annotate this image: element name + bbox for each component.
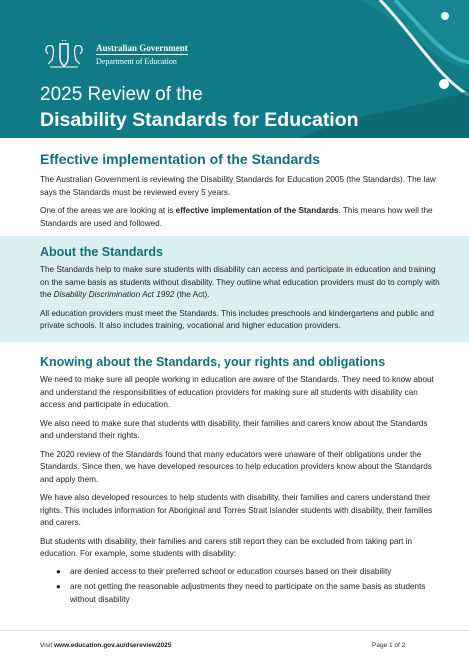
paragraph: The Australian Government is reviewing the Disability Standards for Education 2005 (the Standards). The law says the Standards must be reviewed every 5 years.: [40, 175, 436, 197]
government-name: Australian Government: [96, 42, 188, 53]
paragraph: All education providers must meet the Standards. This includes preschools and kindergartens and public and private schools. It also includes training, vocational and higher education providers.: [40, 308, 434, 330]
paragraph: We have also developed resources to help students with disability, their families and carers understand their rights. This includes information for Aboriginal and Torres Strait Islander students with disability, their families and carers.: [40, 493, 433, 527]
page-title-line1: 2025 Review of the: [40, 84, 203, 105]
paragraph: We need to make sure all people working in education are aware of the Standards. They need to know about and understand the responsibilities of education providers for making sure all students with disability can access and participate in education.: [40, 375, 434, 409]
header-banner: [0, 0, 469, 138]
footer-divider: [0, 630, 469, 631]
paragraph: One of the areas we are looking at is effective implementation of the Standards. This means how well the Standards are used and followed.: [40, 206, 433, 228]
bullet-list: [40, 566, 440, 607]
list-item: ● are denied access to their preferred school or education courses based on their disability: [70, 566, 440, 579]
bold-text: effective implementation of the Standards: [175, 206, 339, 215]
footer-visit: Visit www.education.gov.au/dsereview2025: [40, 642, 172, 649]
italic-text: Disability Discrimination Act 1992: [53, 290, 175, 299]
department-name: Department of Education: [96, 54, 188, 68]
page-number: Page 1 of 2: [372, 642, 406, 649]
page-title-line2: Disability Standards for Education: [40, 109, 359, 131]
footer-url-link[interactable]: www.education.gov.au/dsereview2025: [53, 642, 172, 649]
section-knowing-standards: [0, 342, 469, 630]
section-heading: Knowing about the Standards, your rights and obligations: [40, 355, 386, 369]
section-effective-implementation: [0, 138, 469, 236]
bullet-icon: ●: [56, 582, 61, 591]
section-heading: About the Standards: [40, 245, 163, 259]
paragraph: The 2020 review of the Standards found that many educators were unaware of their obligations under the Standards. Since then, we have developed resources to help education providers know about the Standards and apply them.: [40, 449, 432, 484]
paragraph: The Standards help to make sure students with disability can access and participate in education and training on the same basis as students without disability. They outline what education providers must do to comply with the Disability Discrimination Act 1992 (the Act).: [40, 265, 440, 299]
section-heading: Effective implementation of the Standards: [40, 151, 321, 167]
paragraph: But students with disability, their families and carers still report they can be excluded from taking part in education. For example, some students with disability:: [40, 536, 413, 558]
bullet-icon: ●: [56, 566, 61, 576]
government-logo: [40, 40, 188, 70]
coat-of-arms-icon: [40, 40, 88, 70]
paragraph: We also need to make sure that students with disability, their families and carers know about the Standards and understand their rights.: [40, 418, 428, 440]
section-about-standards: [0, 236, 469, 342]
list-item: ● are not getting the reasonable adjustments they need to participate on the same basis as students without disability: [56, 582, 426, 604]
